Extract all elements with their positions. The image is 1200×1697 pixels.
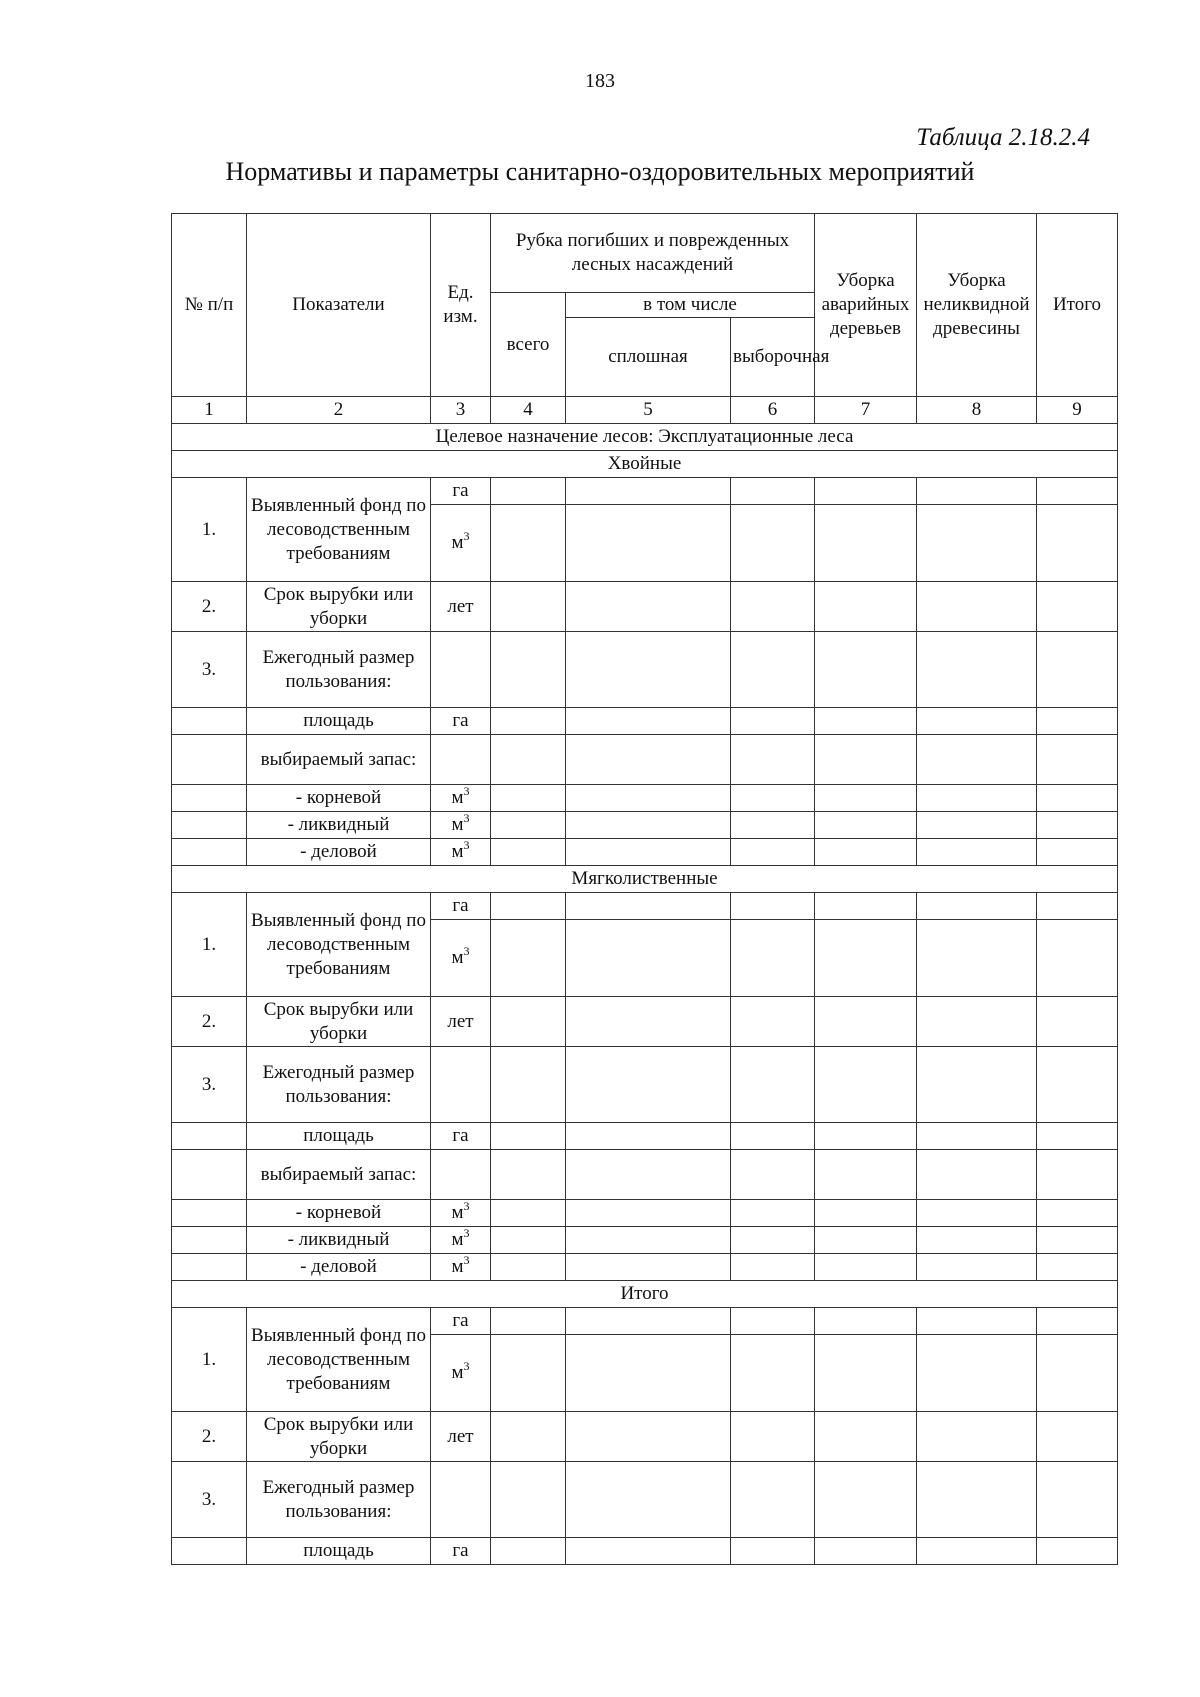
row-unit: лет [431,1412,491,1462]
row-unit: $м^3$ [431,812,491,839]
row-num: 1. [172,1308,247,1412]
header-selective: выборочная [731,318,815,397]
header-illiquid: Уборка неликвидной древесины [917,214,1037,397]
row-num: 2. [172,997,247,1047]
row-label: площадь [247,1123,431,1150]
row-label: - корневой [247,1200,431,1227]
header-num: № п/п [172,214,247,397]
table-label: Таблица 2.18.2.4 [916,124,1090,151]
page-number: 183 [585,70,615,92]
row-label: Срок вырубки или уборки [247,1412,431,1462]
table-title: Нормативы и параметры санитарно-оздоровительных мероприятий [225,157,975,186]
col-num: 3 [431,397,491,424]
row-label: Ежегодный размер пользования: [247,1462,431,1538]
col-num: 4 [491,397,566,424]
row-label: Срок вырубки или уборки [247,997,431,1047]
col-num: 5 [566,397,731,424]
row-label: Срок вырубки или уборки [247,582,431,632]
row-unit: га [431,478,491,505]
header-emergency: Уборка аварийных деревьев [815,214,917,397]
col-num: 6 [731,397,815,424]
header-total: Итого [1037,214,1118,397]
col-num: 1 [172,397,247,424]
row-label: Выявленный фонд по лесоводственным требованиям [247,478,431,582]
row-unit: $м^3$ [431,1227,491,1254]
row-unit: $м^3$ [431,1254,491,1281]
row-unit: $м^3$ [431,920,491,997]
header-clear: сплошная [566,318,731,397]
row-label: Выявленный фонд по лесоводственным требованиям [247,893,431,997]
row-num: 2. [172,1412,247,1462]
col-num: 2 [247,397,431,424]
row-unit: га [431,893,491,920]
row-num: 1. [172,893,247,997]
row-unit: $м^3$ [431,785,491,812]
row-label: - деловой [247,839,431,866]
col-num: 7 [815,397,917,424]
row-unit: $м^3$ [431,1335,491,1412]
row-num: 1. [172,478,247,582]
row-unit: лет [431,997,491,1047]
row-label: - ликвидный [247,1227,431,1254]
row-unit: $м^3$ [431,1200,491,1227]
row-unit: га [431,1123,491,1150]
section-header: Итого [172,1281,1118,1308]
purpose-row: Целевое назначение лесов: Эксплуатационные леса [172,424,1118,451]
row-label: площадь [247,708,431,735]
row-unit: га [431,1538,491,1565]
row-label: площадь [247,1538,431,1565]
row-label: Выявленный фонд по лесоводственным требованиям [247,1308,431,1412]
row-num: 3. [172,1047,247,1123]
row-unit: $м^3$ [431,505,491,582]
row-num: 2. [172,582,247,632]
row-label: - ликвидный [247,812,431,839]
col-num: 8 [917,397,1037,424]
row-num: 3. [172,632,247,708]
row-label: Ежегодный размер пользования: [247,1047,431,1123]
header-including: в том числе [566,293,815,318]
section-header: Хвойные [172,451,1118,478]
header-total-felling: всего [491,293,566,397]
row-label: Ежегодный размер пользования: [247,632,431,708]
column-numbers-row [172,397,1118,424]
header-unit: Ед. изм. [431,214,491,397]
row-unit: $м^3$ [431,839,491,866]
header-indicators: Показатели [247,214,431,397]
row-unit: га [431,708,491,735]
header-felling: Рубка погибших и поврежденных лесных насаждений [491,214,815,293]
row-num: 3. [172,1462,247,1538]
row-label: выбираемый запас: [247,735,431,785]
row-label: - деловой [247,1254,431,1281]
row-label: выбираемый запас: [247,1150,431,1200]
row-unit: га [431,1308,491,1335]
row-unit: лет [431,582,491,632]
col-num: 9 [1037,397,1118,424]
norms-table [171,213,1118,1565]
section-header: Мягколиственные [172,866,1118,893]
row-label: - корневой [247,785,431,812]
